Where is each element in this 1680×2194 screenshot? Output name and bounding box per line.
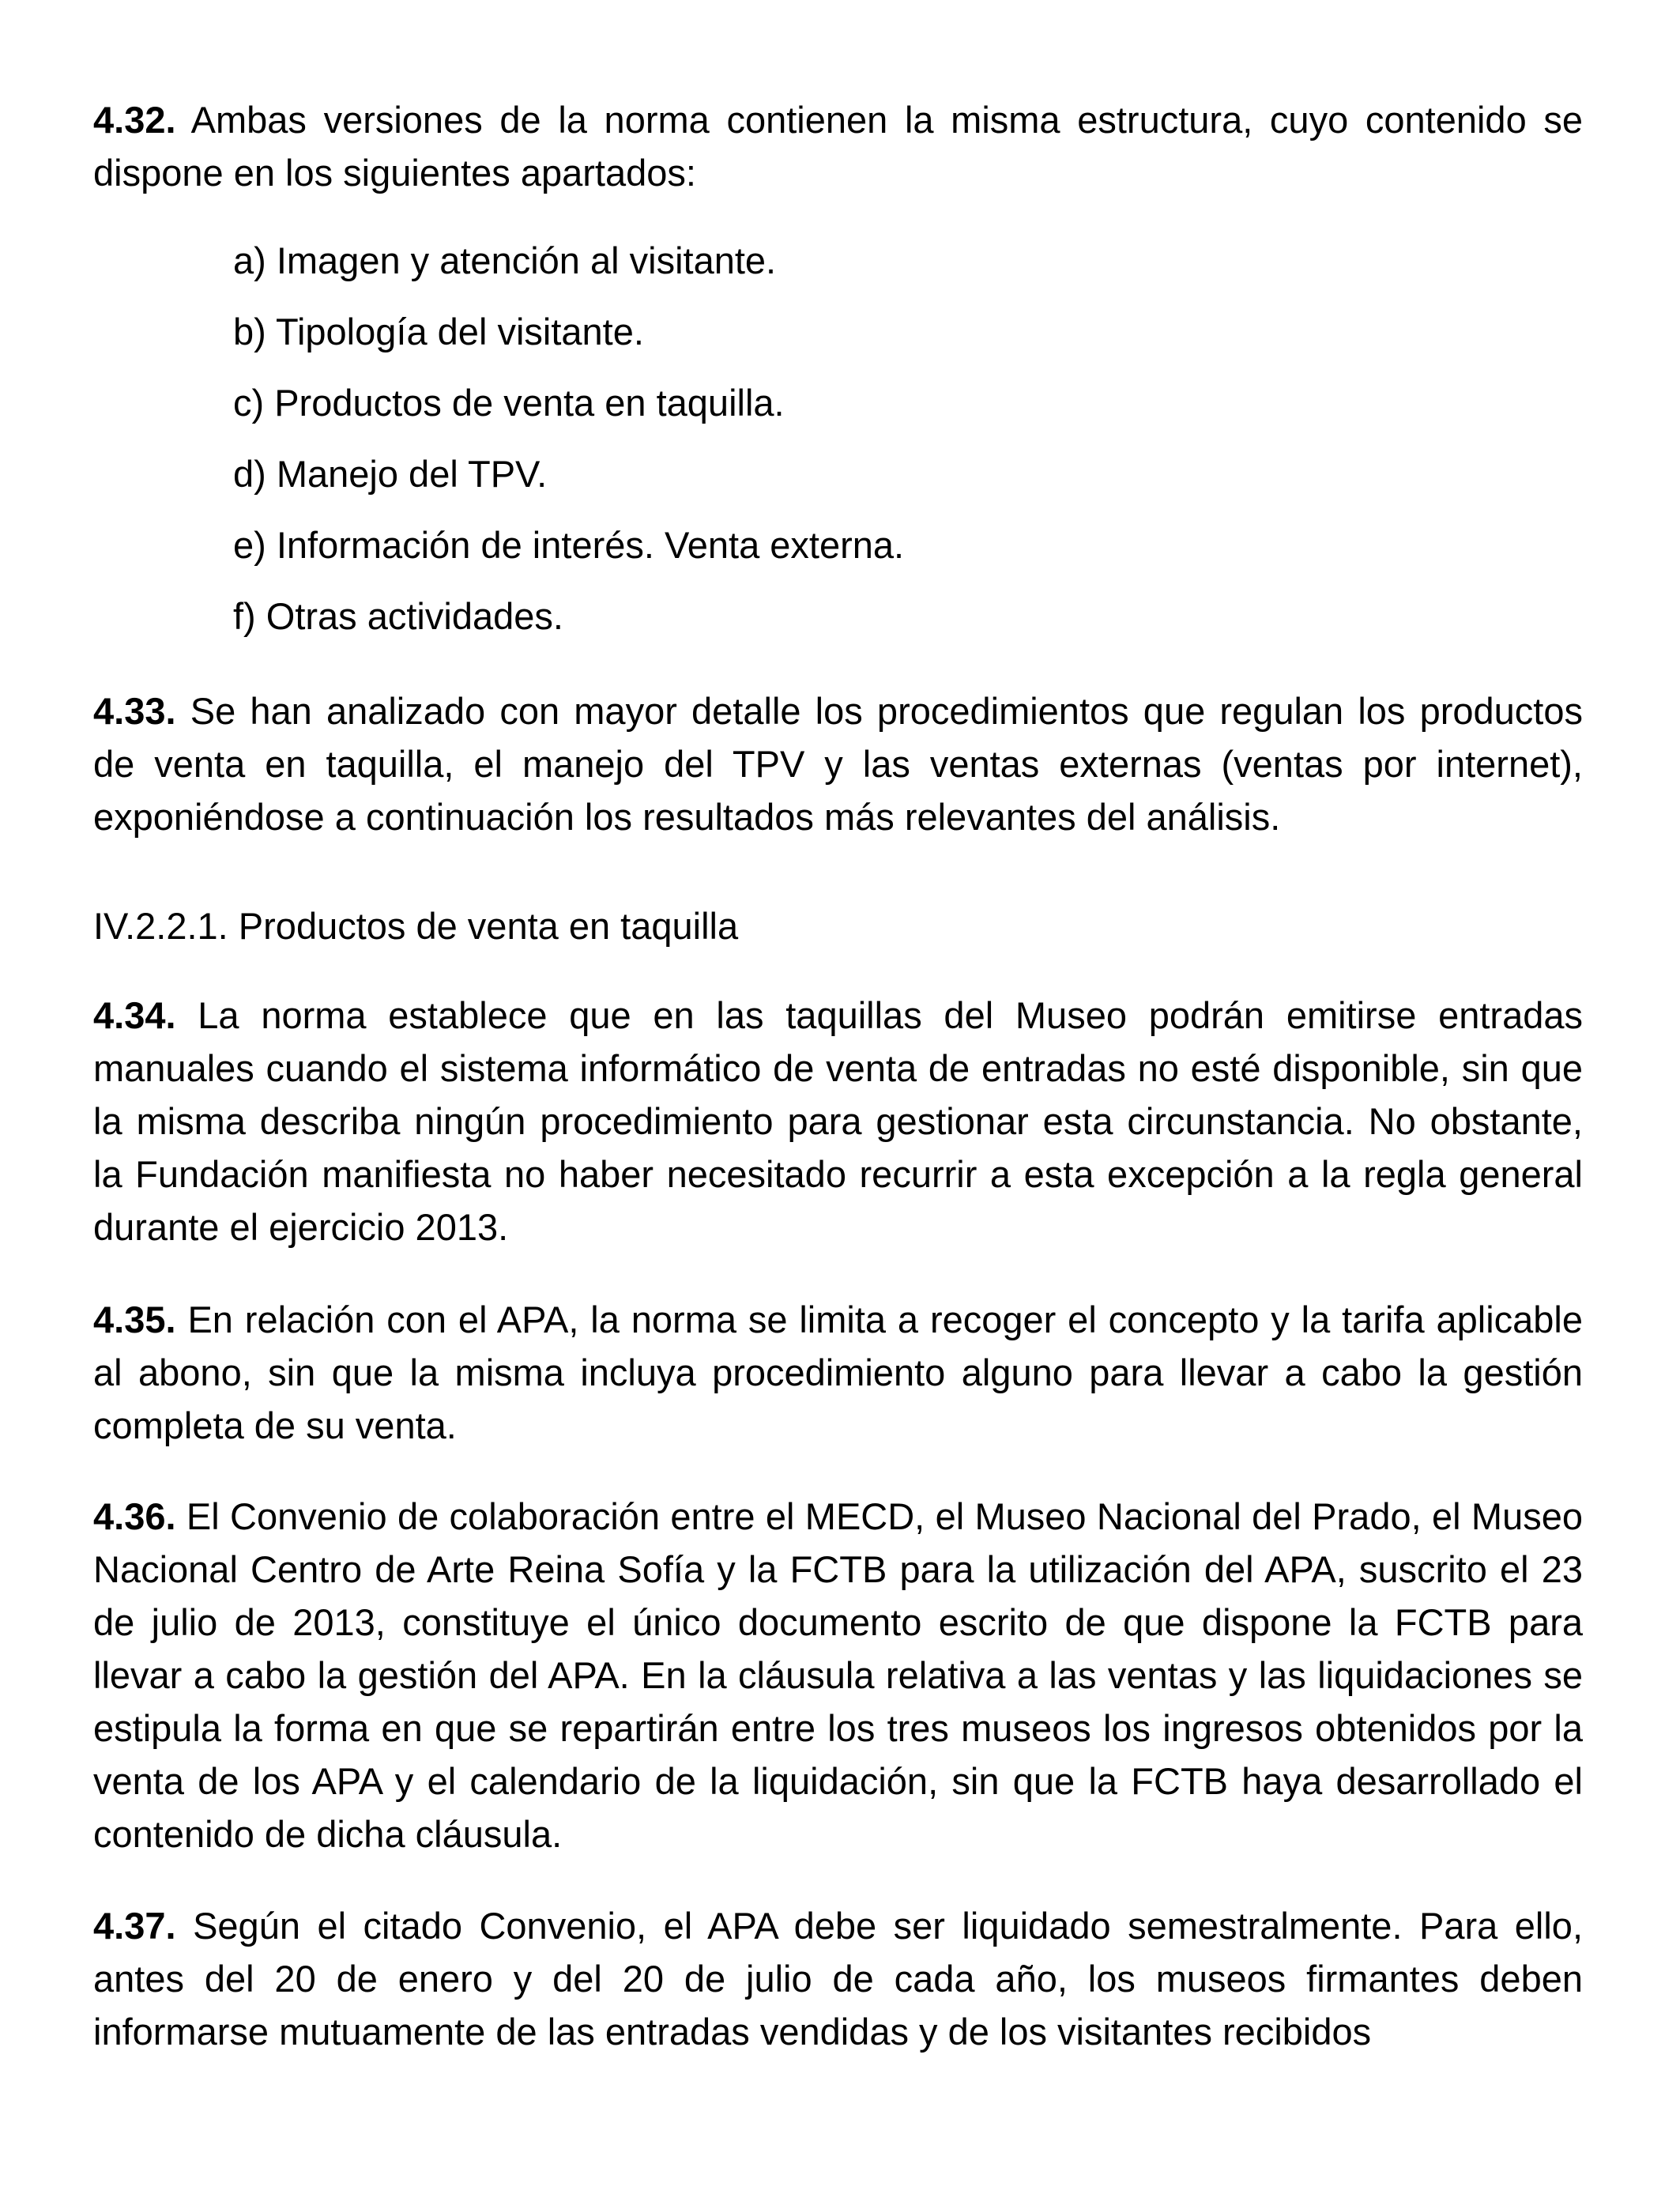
paragraph-number: 4.36.	[93, 1495, 176, 1537]
list-item: b) Tipología del visitante.	[233, 311, 644, 352]
list-item: c) Productos de venta en taquilla.	[233, 382, 785, 424]
list-item: e) Información de interés. Venta externa.	[233, 524, 905, 566]
paragraph-text: La norma establece que en las taquillas del Museo podrán emitirse entradas manuales cuando el sistema informático de venta de entradas no esté disponible, sin que la misma describa ningún procedimiento para gestionar esta circunstancia. No obstante, la Fundación manifiesta no haber necesitado recurrir a esta excepción a la regla general durante el ejercicio 2013.	[93, 994, 1583, 1248]
list-item: f) Otras actividades.	[233, 595, 563, 637]
paragraph-text: El Convenio de colaboración entre el MECD, el Museo Nacional del Prado, el Museo Nacional Centro de Arte Reina Sofía y la FCTB para la utilización del APA, suscrito el 23 de julio de 2013, constituye el único documento escrito de que dispone la FCTB para llevar a cabo la gestión del APA. En la cláusula relativa a las ventas y las liquidaciones se estipula la forma en que se repartirán entre los tres museos los ingresos obtenidos por la venta de los APA y el calendario de la liquidación, sin que la FCTB haya desarrollado el contenido de dicha cláusula.	[93, 1495, 1583, 1855]
paragraph-4-35	[93, 1293, 1583, 1452]
paragraph-number: 4.35.	[93, 1299, 176, 1340]
sections-list	[233, 234, 904, 661]
list-item: d) Manejo del TPV.	[233, 453, 548, 495]
section-heading: IV.2.2.1. Productos de venta en taquilla	[93, 905, 739, 947]
paragraph-number: 4.34.	[93, 994, 176, 1036]
paragraph-text: Se han analizado con mayor detalle los procedimientos que regulan los productos de venta en taquilla, el manejo del TPV y las ventas externas (ventas por internet), exponiéndose a continuación los resultados más relevantes del análisis.	[93, 690, 1583, 838]
paragraph-text: En relación con el APA, la norma se limita a recoger el concepto y la tarifa aplicable al abono, sin que la misma incluya procedimiento alguno para llevar a cabo la gestión completa de su venta.	[93, 1299, 1583, 1446]
paragraph-text: Según el citado Convenio, el APA debe ser liquidado semestralmente. Para ello, antes del 20 de enero y del 20 de julio de cada año, los museos firmantes deben informarse mutuamente de las entradas vendidas y de los visitantes recibidos	[93, 1905, 1584, 2053]
paragraph-number: 4.32.	[93, 99, 176, 141]
paragraph-text: Ambas versiones de la norma contienen la misma estructura, cuyo contenido se dispone en los siguientes apartados:	[93, 99, 1584, 194]
paragraph-4-32	[93, 93, 1583, 199]
paragraph-4-36	[93, 1490, 1583, 1860]
paragraph-4-34	[93, 989, 1583, 1253]
paragraph-number: 4.37.	[93, 1905, 176, 1947]
paragraph-4-37	[93, 1899, 1583, 2058]
paragraph-4-33	[93, 684, 1583, 843]
paragraph-number: 4.33.	[93, 690, 176, 732]
list-item: a) Imagen y atención al visitante.	[233, 239, 777, 281]
